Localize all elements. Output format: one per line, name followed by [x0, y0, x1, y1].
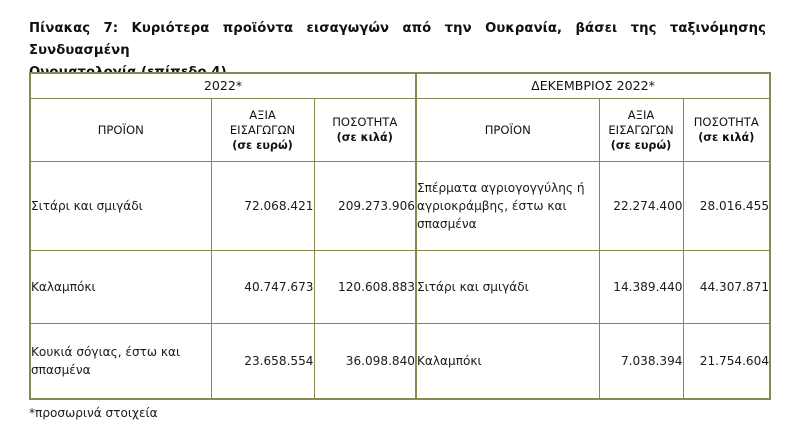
cell-value-right: 14.389.440	[599, 251, 683, 324]
cell-value-left: 40.747.673	[211, 251, 314, 324]
cell-product-left: Σιτάρι και σμιγάδι	[30, 162, 211, 251]
cell-quantity-left: 120.608.883	[314, 251, 416, 324]
table-body	[30, 162, 770, 400]
cell-value-right: 22.274.400	[599, 162, 683, 251]
table-row	[30, 162, 770, 251]
group-header-2022: 2022*	[30, 73, 416, 99]
column-header-value-left-main2: ΕΙΣΑΓΩΓΩΝ	[229, 122, 296, 137]
cell-value-right: 7.038.394	[599, 324, 683, 400]
column-header-value-left-main: ΑΞΙΑ	[249, 107, 276, 122]
table-row	[30, 251, 770, 324]
column-header-quantity-right	[683, 99, 770, 162]
cell-product-right: Σπέρματα αγριογογγύλης ή αγριοκράμβης, έστω και σπασμένα	[416, 162, 599, 251]
cell-quantity-right: 28.016.455	[683, 162, 770, 251]
column-header-value-right-main2: ΕΙΣΑΓΩΓΩΝ	[608, 122, 674, 137]
column-header-value-right	[599, 99, 683, 162]
cell-quantity-right: 44.307.871	[683, 251, 770, 324]
table-column-header-row	[30, 99, 770, 162]
cell-quantity-right: 21.754.604	[683, 324, 770, 400]
imports-table-container	[29, 72, 769, 400]
cell-product-left: Καλαμπόκι	[30, 251, 211, 324]
column-header-value-left-sub: (σε ευρώ)	[232, 138, 293, 152]
column-header-product-left	[30, 99, 211, 162]
table-footnote: *προσωρινά στοιχεία	[29, 406, 158, 420]
column-header-quantity-left	[314, 99, 416, 162]
cell-quantity-left: 36.098.840	[314, 324, 416, 400]
column-header-quantity-right-main: ΠΟΣΟΤΗΤΑ	[693, 115, 759, 129]
imports-table	[29, 72, 771, 400]
table-head	[30, 73, 770, 162]
cell-value-left: 72.068.421	[211, 162, 314, 251]
table-group-header-row	[30, 73, 770, 99]
column-header-quantity-left-sub: (σε κιλά)	[336, 131, 393, 144]
cell-product-right: Καλαμπόκι	[416, 324, 599, 400]
column-header-value-right-sub: (σε ευρώ)	[610, 138, 672, 152]
column-header-value-left	[211, 99, 314, 162]
cell-product-left: Κουκιά σόγιας, έστω και σπασμένα	[30, 324, 211, 400]
column-header-product-right	[416, 99, 599, 162]
page-title-line-1: Πίνακας 7: Κυριότερα προϊόντα εισαγωγών από την Ουκρανία, βάσει της ταξινόμησης Συνδυασμένη	[29, 21, 766, 58]
column-header-product-right-main: ΠΡΟΪΟΝ	[484, 122, 531, 137]
column-header-quantity-right-sub: (σε κιλά)	[698, 131, 755, 144]
group-header-december-2022: ΔΕΚΕΜΒΡΙΟΣ 2022*	[416, 73, 770, 99]
column-header-quantity-left-main: ΠΟΣΟΤΗΤΑ	[332, 115, 398, 129]
cell-product-right: Σιτάρι και σμιγάδι	[416, 251, 599, 324]
cell-quantity-left: 209.273.906	[314, 162, 416, 251]
column-header-value-right-main: ΑΞΙΑ	[627, 107, 655, 122]
column-header-product-left-main: ΠΡΟΪΟΝ	[97, 122, 144, 137]
cell-value-left: 23.658.554	[211, 324, 314, 400]
table-row	[30, 324, 770, 400]
